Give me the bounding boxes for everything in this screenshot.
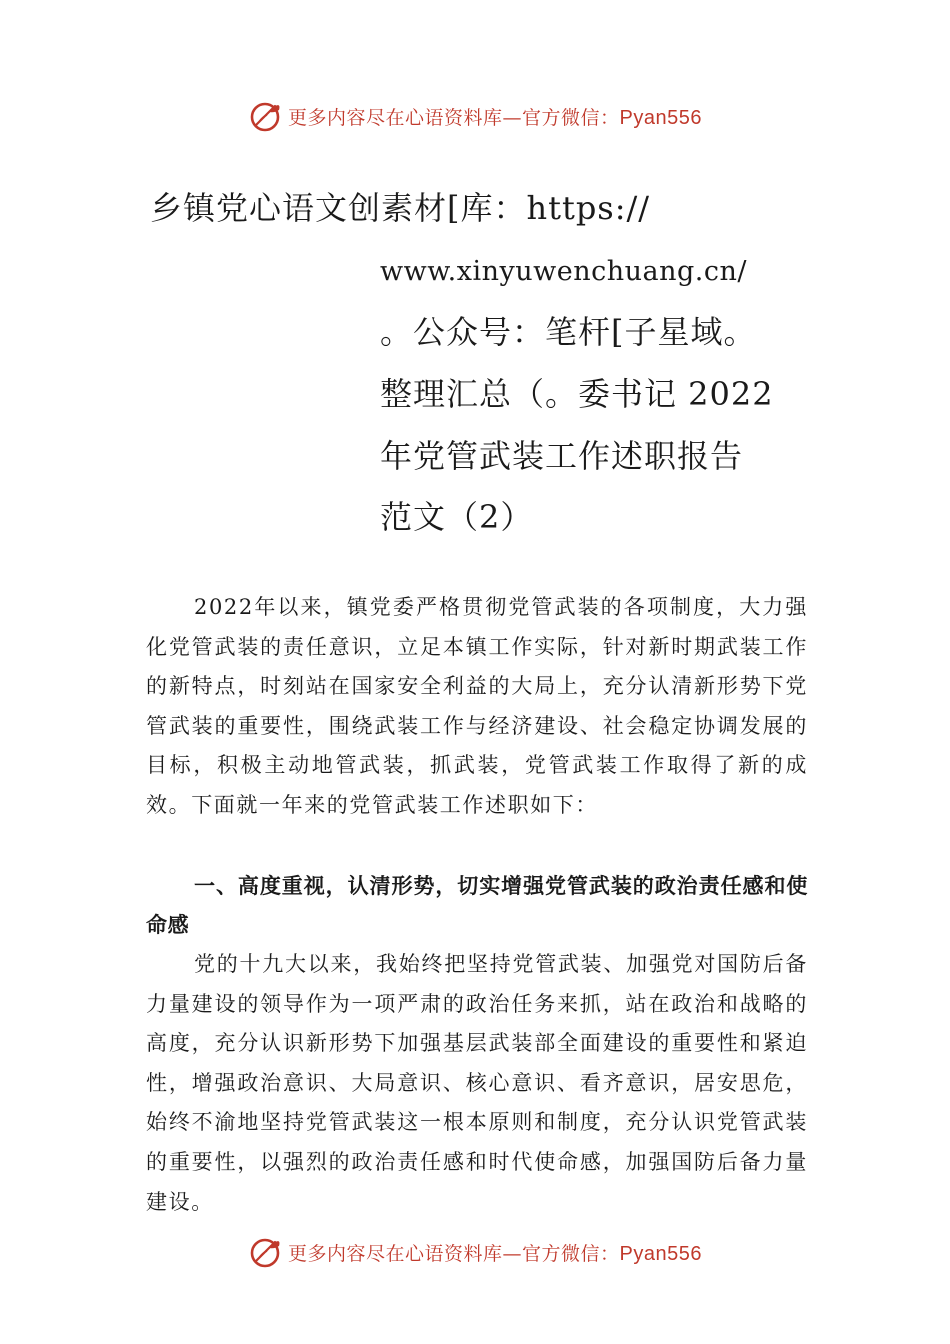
title-line-3: 。公众号：笔杆[子星域。 bbox=[380, 313, 757, 351]
body-paragraph-1: 2022年以来，镇党委严格贯彻党管武装的各项制度，大力强化党管武装的责任意识，立足本镇工作实际，针对新时期武装工作的新特点，时刻站在国家安全利益的大局上，充分认清新形势下党管武装的重要性，围绕武装工作与经济建设、社会稳定协调发展的目标，积极主动地管武装，抓武装，党管武装工作取得了新的成效。下面就一年来的党管武装工作述职如下： bbox=[146, 595, 808, 817]
title-line-2: www.xinyuwenchuang.cn/ bbox=[380, 256, 747, 287]
footer-banner bbox=[0, 1232, 950, 1272]
title-line-5: 年党管武装工作述职报告 bbox=[380, 437, 744, 475]
title-line-4: 整理汇总（。委书记 2022 bbox=[380, 375, 774, 413]
banner-main-text: 更多内容尽在心语资料库 bbox=[288, 106, 503, 129]
banner-wechat-label: 官方微信： bbox=[522, 1242, 620, 1265]
banner-wechat-id: Pyan556 bbox=[619, 106, 702, 129]
banner-wechat-id: Pyan556 bbox=[619, 1242, 702, 1265]
section-heading-1: 一、高度重视，认清形势，切实增强党管武装的政治责任感和使命感 bbox=[146, 874, 808, 937]
body-paragraph-2: 党的十九大以来，我始终把坚持党管武装、加强党对国防后备力量建设的领导作为一项严肃的政治任务来抓，站在政治和战略的高度，充分认识新形势下加强基层武装部全面建设的重要性和紧迫性，增强政治意识、大局意识、核心意识、看齐意识，居安思危，始终不渝地坚持党管武装这一根本原则和制度，充分认识党管武装的重要性，以强烈的政治责任感和时代使命感，加强国防后备力量建设。 bbox=[146, 952, 808, 1214]
banner-dash: — bbox=[502, 1242, 523, 1265]
logo-icon bbox=[248, 1234, 284, 1270]
title-line-1: 乡镇党心语文创素材[库：https:// bbox=[150, 189, 651, 227]
banner-wechat-label: 官方微信： bbox=[522, 106, 620, 129]
banner-text bbox=[288, 103, 702, 130]
banner-text bbox=[288, 1239, 702, 1266]
banner-main-text: 更多内容尽在心语资料库 bbox=[288, 1242, 503, 1265]
logo-icon bbox=[248, 98, 284, 134]
title-line-6: 范文（2） bbox=[380, 498, 534, 536]
header-banner bbox=[0, 96, 950, 136]
banner-dash: — bbox=[502, 106, 523, 129]
